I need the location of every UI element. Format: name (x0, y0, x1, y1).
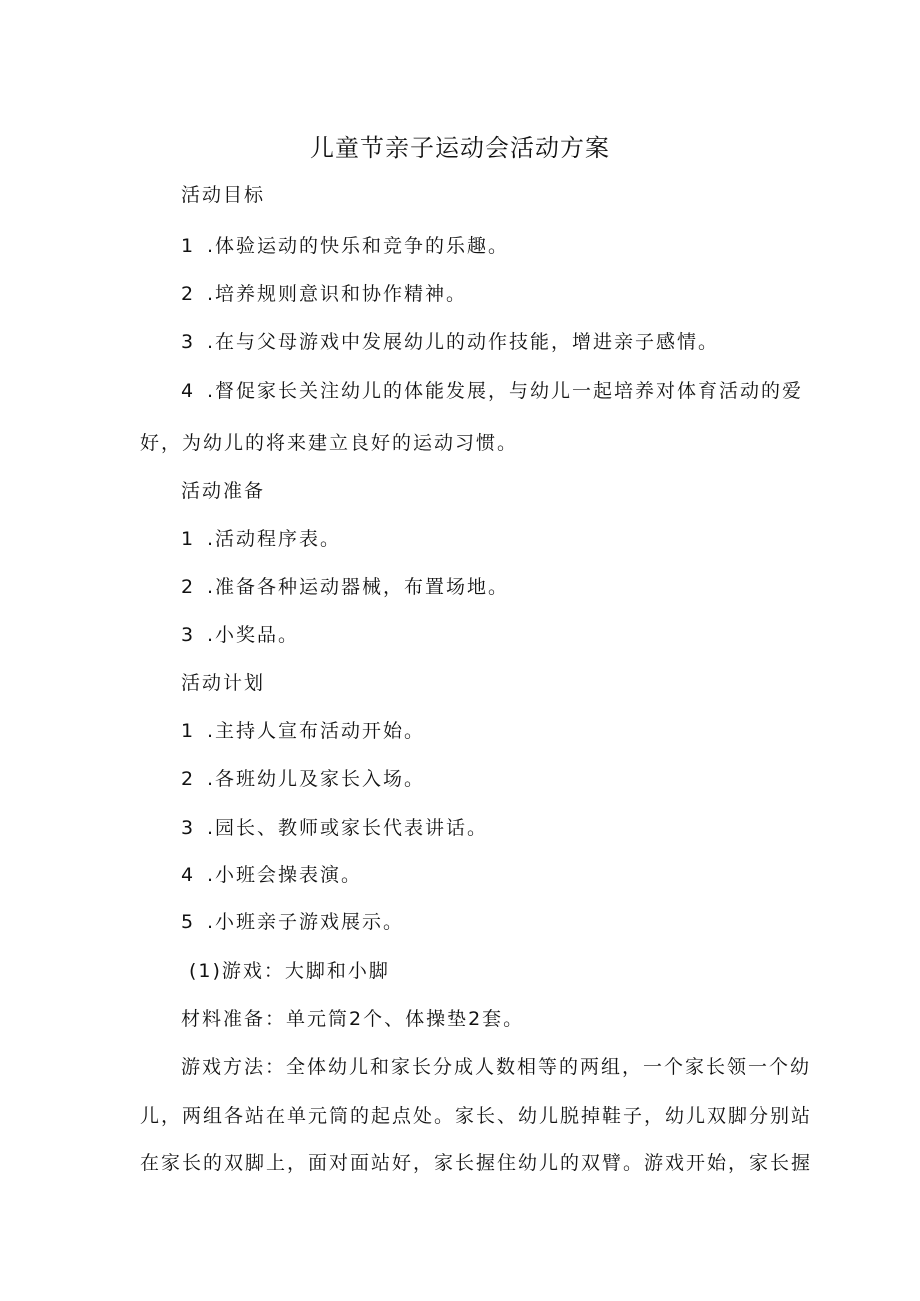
list-item-number: 1 (181, 235, 194, 257)
list-item (181, 716, 425, 743)
list-item-text: .小班亲子游戏展示。 (207, 911, 405, 933)
game-materials: 材料准备：单元筒2个、体操垫2套。 (181, 1008, 525, 1030)
list-item-text: .活动程序表。 (207, 528, 342, 550)
list-item-number: 1 (181, 528, 194, 550)
list-item (181, 231, 509, 258)
list-item-text: .督促家长关注幼儿的体能发展，与幼儿一起培养对体育活动的爱 (207, 380, 804, 402)
list-item-number: 1 (181, 720, 194, 742)
list-item-number: 2 (181, 768, 194, 790)
list-item-text: .小班会操表演。 (207, 864, 363, 886)
section-heading-preparation: 活动准备 (181, 480, 266, 502)
list-item-number: 2 (181, 576, 194, 598)
section-heading-goals: 活动目标 (181, 184, 266, 206)
list-item-text: .体验运动的快乐和竞争的乐趣。 (207, 235, 510, 257)
game-method-line: 在家长的双脚上，面对面站好，家长握住幼儿的双臂。游戏开始，家长握 (140, 1152, 813, 1174)
list-item (181, 327, 719, 354)
list-item-number: 3 (181, 331, 194, 353)
list-item (181, 813, 488, 840)
game-method-line: 游戏方法：全体幼儿和家长分成人数相等的两组，一个家长领一个幼 (181, 1056, 812, 1078)
list-item (181, 376, 803, 403)
list-item-text: .准备各种运动器械，布置场地。 (207, 576, 510, 598)
list-item-number: 3 (181, 624, 194, 646)
list-item (181, 620, 299, 647)
list-item-continuation: 好，为幼儿的将来建立良好的运动习惯。 (140, 432, 519, 454)
list-item-number: 4 (181, 864, 194, 886)
list-item-text: .培养规则意识和协作精神。 (207, 283, 468, 305)
document-title: 儿童节亲子运动会活动方案 (310, 134, 610, 162)
list-item-number: 4 (181, 380, 194, 402)
list-item-number: 3 (181, 817, 194, 839)
list-item-number: 2 (181, 283, 194, 305)
list-item-number: 5 (181, 911, 194, 933)
list-item-text: .各班幼儿及家长入场。 (207, 768, 426, 790)
game-method-line: 儿，两组各站在单元筒的起点处。家长、幼儿脱掉鞋子，幼儿双脚分别站 (140, 1105, 813, 1127)
section-heading-plan: 活动计划 (181, 672, 266, 694)
list-item-text: .园长、教师或家长代表讲话。 (207, 817, 489, 839)
game-heading: (1)游戏：大脚和小脚 (189, 960, 390, 982)
list-item (181, 764, 425, 791)
list-item (181, 572, 509, 599)
list-item-text: .在与父母游戏中发展幼儿的动作技能，增进亲子感情。 (207, 331, 720, 353)
list-item (181, 907, 404, 934)
list-item-text: .主持人宣布活动开始。 (207, 720, 426, 742)
list-item (181, 279, 467, 306)
list-item (181, 860, 362, 887)
list-item (181, 524, 341, 551)
list-item-text: .小奖品。 (207, 624, 300, 646)
